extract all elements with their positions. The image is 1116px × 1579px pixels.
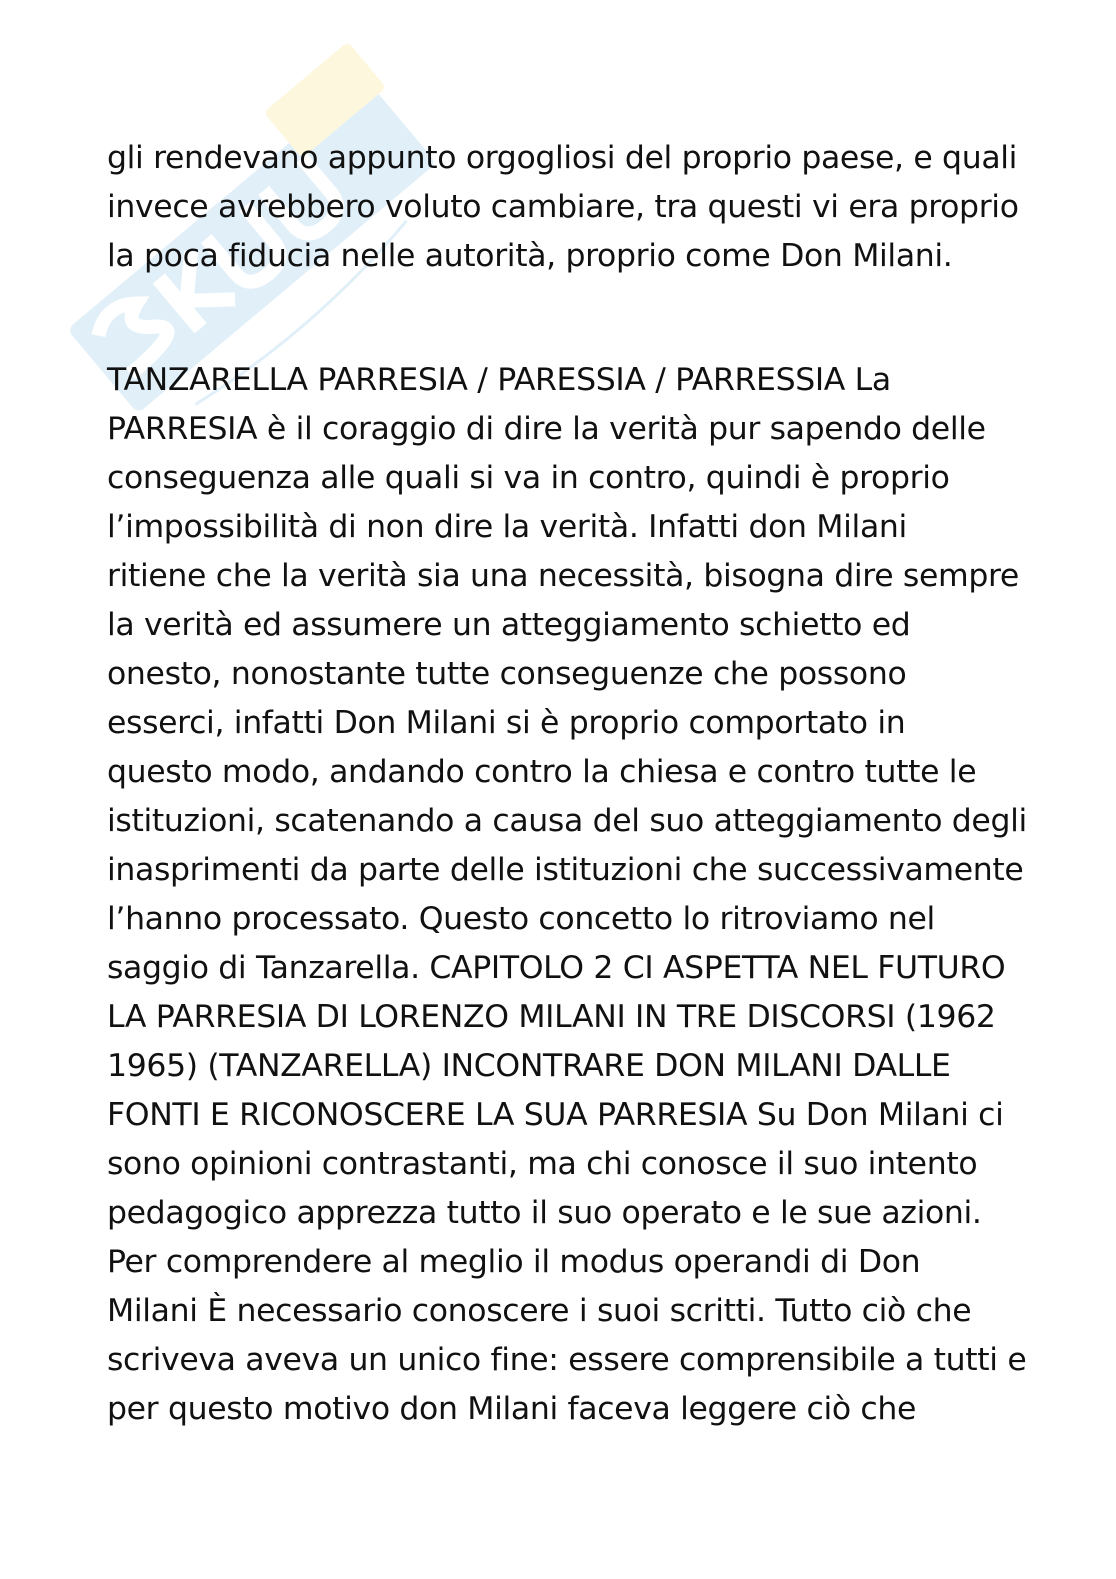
text-line: saggio di Tanzarella. CAPITOLO 2 CI ASPETTA NEL FUTURO: [107, 950, 1006, 986]
text-line: inasprimenti da parte delle istituzioni che successivamente: [107, 852, 1024, 888]
text-line: l’hanno processato. Questo concetto lo ritroviamo nel: [107, 901, 935, 937]
text-line: la poca fiducia nelle autorità, proprio come Don Milani.: [107, 238, 953, 274]
text-line: Per comprendere al meglio il modus operandi di Don: [107, 1244, 921, 1280]
text-line: PARRESIA è il coraggio di dire la verità pur sapendo delle: [107, 411, 986, 447]
text-line: esserci, infatti Don Milani si è proprio comportato in: [107, 705, 906, 741]
text-line: conseguenza alle quali si va in contro, quindi è proprio: [107, 460, 950, 496]
text-line: LA PARRESIA DI LORENZO MILANI IN TRE DISCORSI (1962: [107, 999, 996, 1035]
text-line: invece avrebbero voluto cambiare, tra questi vi era proprio: [107, 189, 1019, 225]
text-line: istituzioni, scatenando a causa del suo atteggiamento degli: [107, 803, 1027, 839]
text-line: l’impossibilità di non dire la verità. Infatti don Milani: [107, 509, 907, 545]
text-line: la verità ed assumere un atteggiamento schietto ed: [107, 607, 911, 643]
text-line: questo modo, andando contro la chiesa e contro tutte le: [107, 754, 977, 790]
text-line: 1965) (TANZARELLA) INCONTRARE DON MILANI DALLE: [107, 1048, 951, 1084]
text-line: Milani È necessario conoscere i suoi scritti. Tutto ciò che: [107, 1293, 972, 1329]
text-line: scriveva aveva un unico fine: essere comprensibile a tutti e: [107, 1342, 1027, 1378]
text-line: ritiene che la verità sia una necessità, bisogna dire sempre: [107, 558, 1019, 594]
text-line: sono opinioni contrastanti, ma chi conosce il suo intento: [107, 1146, 978, 1182]
text-line: per questo motivo don Milani faceva leggere ciò che: [107, 1391, 917, 1427]
text-line: pedagogico apprezza tutto il suo operato e le sue azioni.: [107, 1195, 982, 1231]
text-line: TANZARELLA PARRESIA / PARESSIA / PARRESSIA La: [107, 362, 891, 398]
paragraph-continuation: [107, 134, 1017, 281]
text-line: FONTI E RICONOSCERE LA SUA PARRESIA Su Don Milani ci: [107, 1097, 1004, 1133]
text-line: gli rendevano appunto orgogliosi del proprio paese, e quali: [107, 140, 1018, 176]
paragraph-parresia: [107, 356, 1027, 1434]
text-line: onesto, nonostante tutte conseguenze che possono: [107, 656, 907, 692]
